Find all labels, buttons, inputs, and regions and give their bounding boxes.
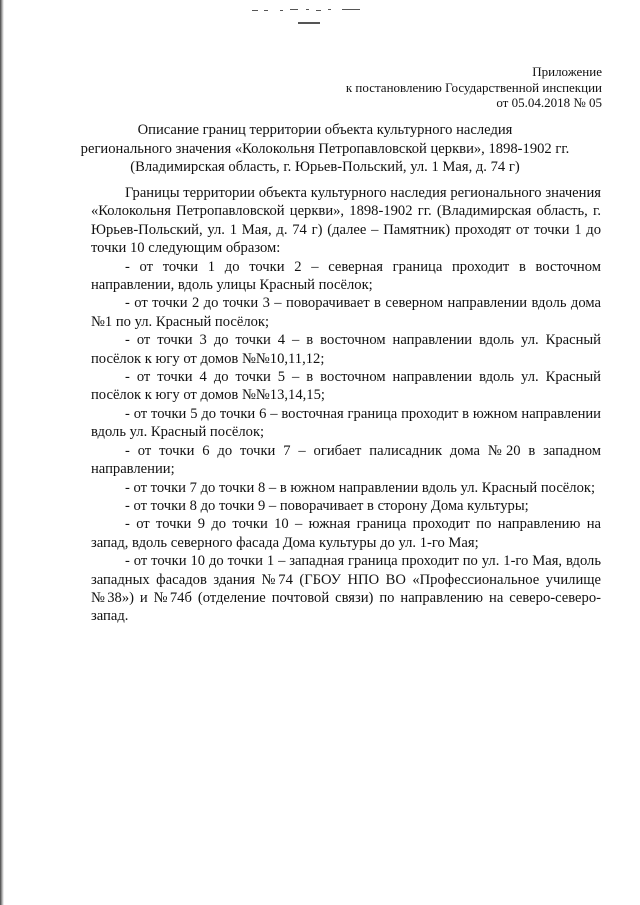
appendix-label: Приложение (532, 64, 602, 79)
boundary-item-8: - от точки 8 до точки 9 – поворачивает в сторону Дома культуры; (125, 497, 529, 514)
scan-edge (0, 0, 4, 905)
boundary-item-3: - от точки 3 до точки 4 – в восточном направлении вдоль ул. Красный посёлок к югу от домов №№10,11,12; (91, 332, 601, 367)
scan-artifact-marks (250, 4, 380, 30)
boundary-item-6: - от точки 6 до точки 7 – огибает палисадник дома №20 в западном направлении; (91, 442, 601, 478)
title-line-3: (Владимирская область, г. Юрьев-Польский, ул. 1 Мая, д. 74 г) (130, 159, 520, 175)
title-line-1: Описание границ территории объекта культурного наследия (137, 122, 513, 138)
title-line-2: регионального значения «Колокольня Петропавловской церкви», 1898-1902 гг. (80, 140, 570, 157)
boundary-item-2: - от точки 2 до точки 3 – поворачивает в северном направлении вдоль дома №1 по ул. Красный посёлок; (91, 295, 601, 330)
document-body (91, 184, 601, 626)
boundary-item-1: - от точки 1 до точки 2 – северная граница проходит в восточном направлении, вдоль улицы Красный посёлок; (91, 258, 601, 294)
boundary-item-10: - от точки 10 до точки 1 – западная граница проходит по ул. 1-го Мая, вдоль западных фасадов здания №74 (ГБОУ НПО ВО «Профессиональное училище №38») и №74б (отделение почтовой связи) по направлению на северо-северо-запад. (91, 553, 601, 625)
boundary-item-7: - от точки 7 до точки 8 – в южном направлении вдоль ул. Красный посёлок; (125, 479, 596, 496)
boundary-item-9: - от точки 9 до точки 10 – южная граница проходит по направлению на запад, вдоль северного фасада Дома культуры до ул. 1-го Мая; (91, 516, 601, 551)
appendix-block (346, 64, 602, 111)
boundary-item-5: - от точки 5 до точки 6 – восточная граница проходит в южном направлении вдоль ул. Красный посёлок; (91, 405, 601, 441)
appendix-date-number: от 05.04.2018 № 05 (496, 95, 602, 110)
intro-paragraph: Границы территории объекта культурного наследия регионального значения «Колокольня Петропавловской церкви», 1898-1902 гг. (Владимирская область, г. Юрьев-Польский, ул. 1 Мая, д. 74 г) (далее – Памятник) проходят от точки 1 до точки 10 следующим образом: (91, 185, 601, 257)
document-title (60, 121, 590, 177)
appendix-resolution: к постановлению Государственной инспекции (345, 79, 602, 95)
boundary-item-4: - от точки 4 до точки 5 – в восточном направлении вдоль ул. Красный посёлок к югу от домов №№13,14,15; (91, 369, 601, 404)
